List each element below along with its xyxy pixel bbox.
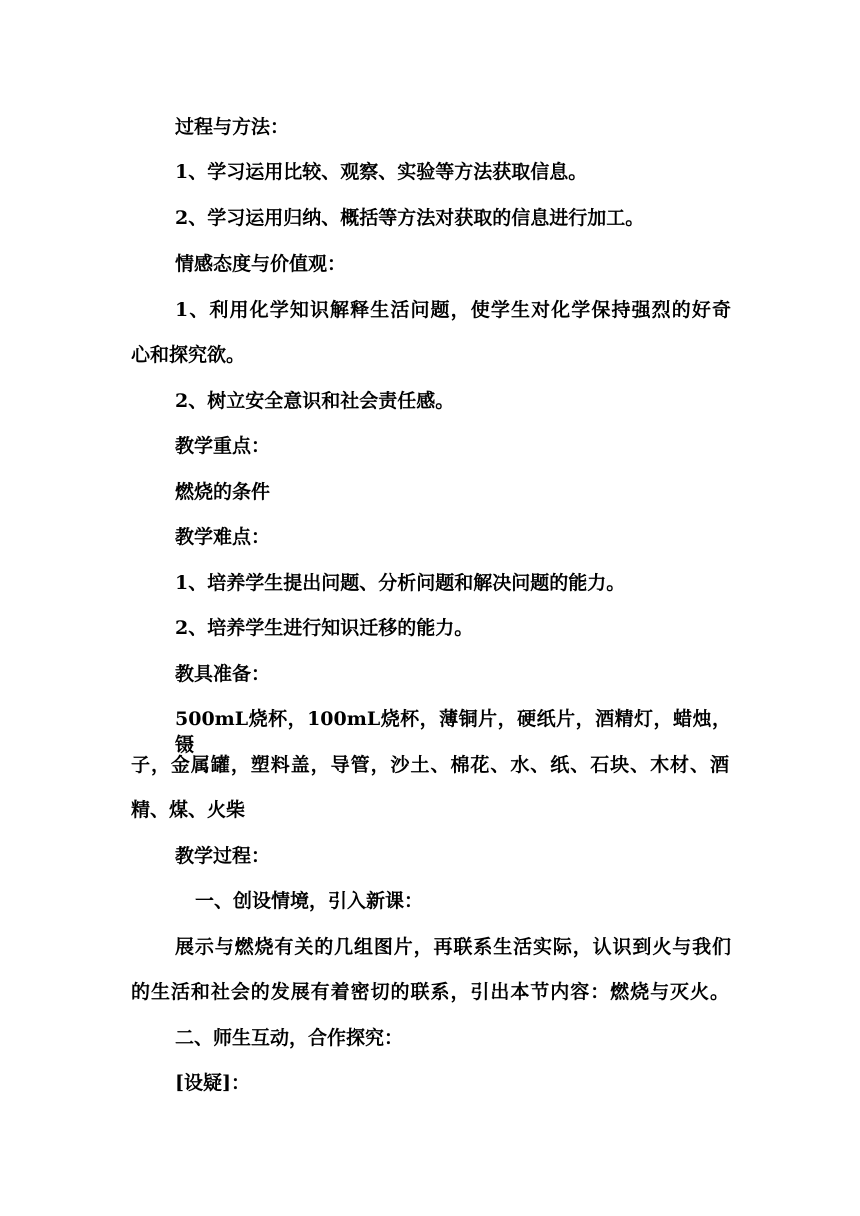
paragraph-question — [0, 1070, 860, 1096]
heading-teaching-process — [0, 843, 860, 869]
heading-teaching-difficulty — [0, 524, 860, 550]
heading-text: 过程与方法： — [175, 116, 290, 138]
paragraph-process-1 — [0, 159, 860, 185]
paragraph-text: 燃烧的条件 — [175, 481, 271, 503]
paragraph-aids-line1 — [0, 706, 860, 758]
paragraph-text: 2、树立安全意识和社会责任感。 — [175, 390, 455, 412]
heading-text: 情感态度与价值观： — [175, 253, 347, 275]
paragraph-emotion-2 — [0, 388, 860, 414]
paragraph-difficulty-2 — [0, 615, 860, 641]
paragraph-text: 精、煤、火柴 — [131, 799, 246, 821]
paragraph-emotion-1-line1 — [0, 297, 860, 323]
heading-text: 教学重点： — [175, 435, 271, 457]
heading-section-2 — [0, 1025, 860, 1051]
heading-text: 一、创设情境，引入新课： — [195, 890, 424, 912]
paragraph-text: 1、学习运用比较、观察、实验等方法获取信息。 — [175, 161, 588, 183]
paragraph-text: 2、学习运用归纳、概括等方法对获取的信息进行加工。 — [175, 207, 645, 229]
heading-text: 二、师生互动，合作探究： — [175, 1027, 404, 1049]
paragraph-text: 500mL烧杯，100mL烧杯，薄铜片，硬纸片，酒精灯，蜡烛，镊 — [175, 708, 731, 756]
paragraph-section-1-line1 — [0, 934, 860, 960]
paragraph-process-2 — [0, 205, 860, 231]
paragraph-aids-line2 — [0, 752, 860, 778]
paragraph-text: 展示与燃烧有关的几组图片，再联系生活实际，认识到火与我们 — [175, 936, 731, 958]
heading-section-1 — [0, 888, 860, 914]
paragraph-text: 心和探究欲。 — [131, 344, 246, 366]
paragraph-aids-line3 — [0, 797, 860, 823]
heading-process-and-methods — [0, 114, 860, 140]
heading-teaching-aids — [0, 661, 860, 687]
paragraph-emotion-1-line2 — [0, 342, 860, 368]
paragraph-teaching-focus — [0, 479, 860, 505]
paragraph-text: 1、培养学生提出问题、分析问题和解决问题的能力。 — [175, 572, 626, 594]
paragraph-text: 子，金属罐，塑料盖，导管，沙土、棉花、水、纸、石块、木材、酒 — [131, 754, 729, 776]
heading-text: 教学过程： — [175, 845, 271, 867]
paragraph-section-1-line2 — [0, 979, 860, 1005]
paragraph-text: 的生活和社会的发展有着密切的联系，引出本节内容：燃烧与灭火。 — [131, 981, 729, 1003]
paragraph-difficulty-1 — [0, 570, 860, 596]
paragraph-text: 2、培养学生进行知识迁移的能力。 — [175, 617, 474, 639]
paragraph-text: [设疑]： — [175, 1072, 250, 1094]
paragraph-text: 1、利用化学知识解释生活问题，使学生对化学保持强烈的好奇 — [175, 299, 731, 321]
heading-text: 教具准备： — [175, 663, 271, 685]
heading-emotion-values — [0, 251, 860, 277]
heading-text: 教学难点： — [175, 526, 271, 548]
heading-teaching-focus — [0, 433, 860, 459]
